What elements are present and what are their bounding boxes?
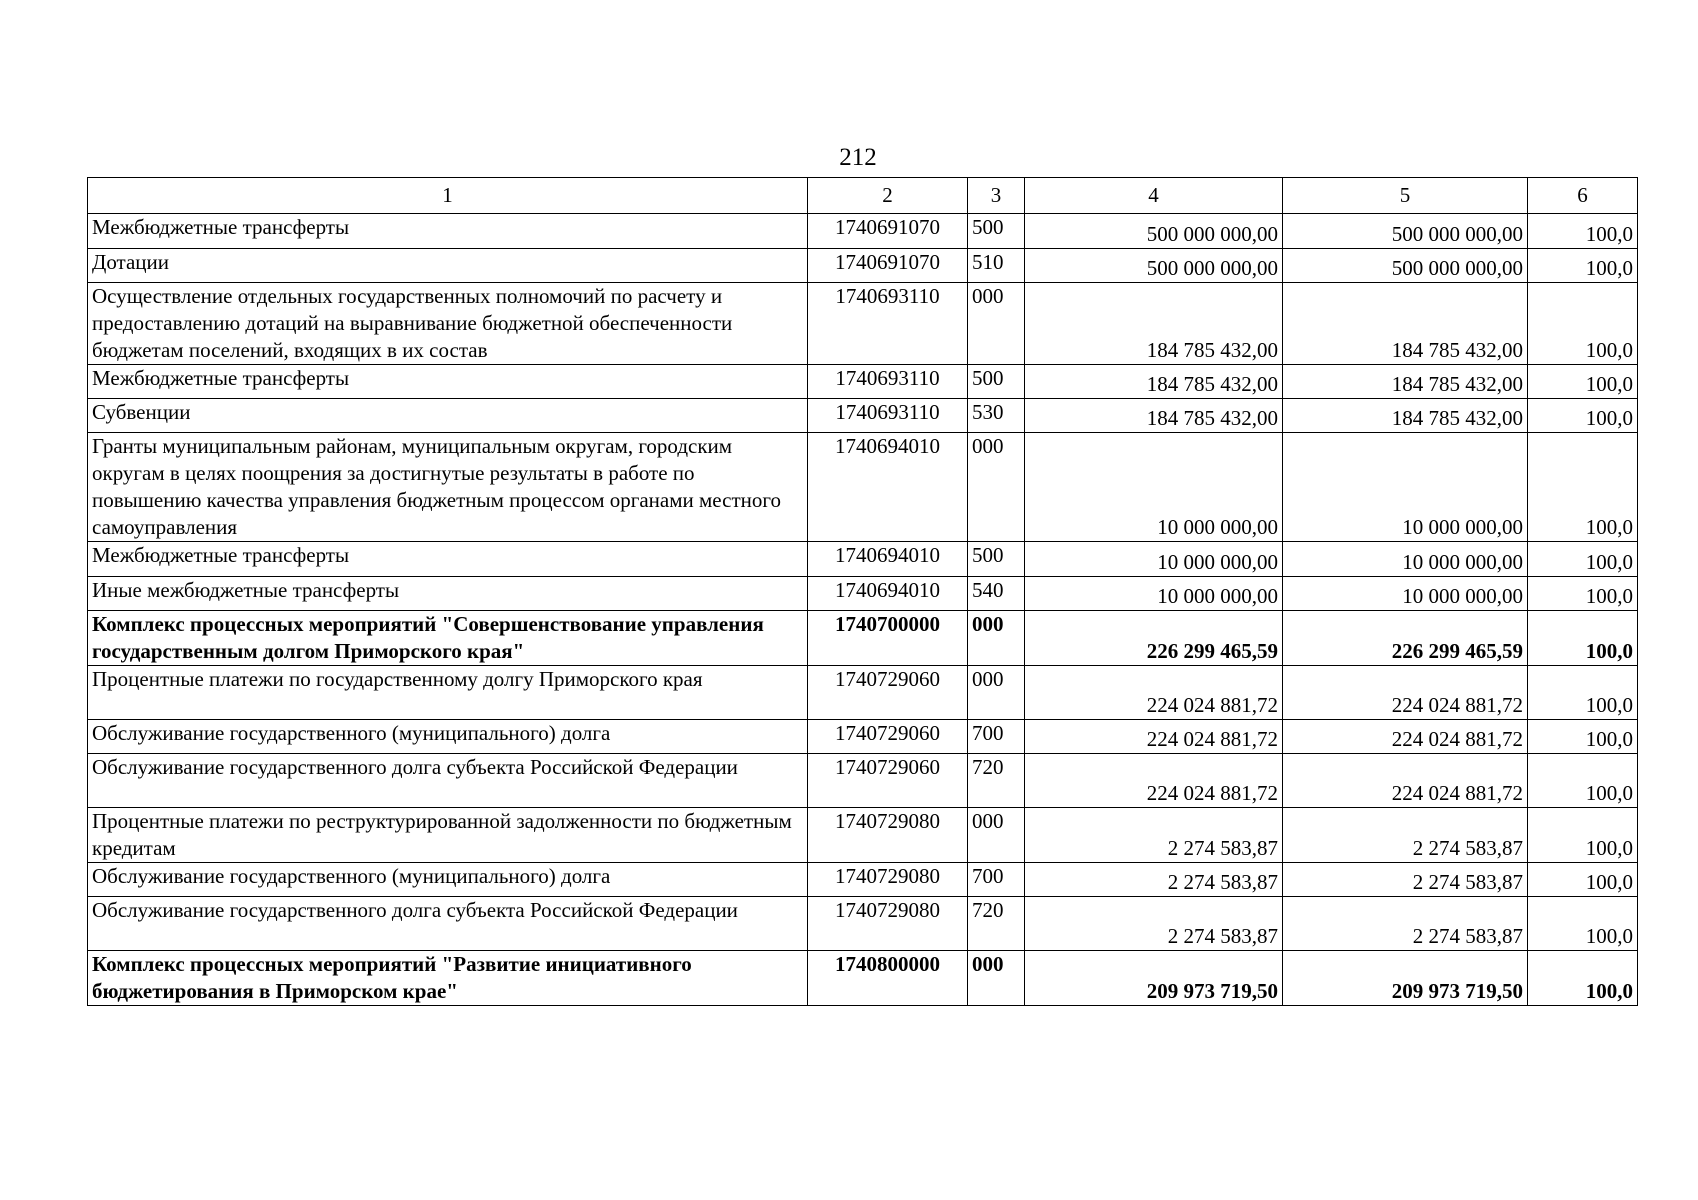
row-amount-col5-value: 184 785 432,00 — [1391, 372, 1523, 396]
row-code-cell: 1740693110 — [808, 283, 968, 365]
row-percent-cell — [1528, 399, 1638, 433]
row-amount-col5-value: 2 274 583,87 — [1412, 924, 1523, 948]
table-row — [88, 365, 1638, 399]
row-percent-cell — [1528, 897, 1638, 951]
row-percent-cell — [1528, 720, 1638, 754]
header-cell-2: 2 — [808, 178, 968, 214]
row-code-cell: 1740693110 — [808, 365, 968, 399]
row-percent-value: 100,0 — [1585, 256, 1633, 280]
table-row — [88, 399, 1638, 433]
row-code-cell: 1740729080 — [808, 863, 968, 897]
row-amount-col5-cell — [1283, 283, 1528, 365]
row-amount-col5-cell — [1283, 433, 1528, 542]
row-amount-col4-cell — [1025, 808, 1283, 863]
row-amount-col4-cell — [1025, 433, 1283, 542]
row-amount-col5-value: 226 299 465,59 — [1391, 639, 1523, 663]
row-code-cell: 1740729060 — [808, 754, 968, 808]
row-percent-value: 100,0 — [1585, 836, 1633, 860]
row-code-cell: 1740693110 — [808, 399, 968, 433]
row-percent-cell — [1528, 951, 1638, 1006]
row-amount-col5-value: 10 000 000,00 — [1402, 550, 1523, 574]
row-amount-col5-cell — [1283, 897, 1528, 951]
row-percent-value: 100,0 — [1585, 870, 1633, 894]
row-amount-col4-value: 10 000 000,00 — [1157, 515, 1278, 539]
row-code-cell: 1740694010 — [808, 433, 968, 542]
row-percent-value: 100,0 — [1585, 781, 1633, 805]
row-percent-cell — [1528, 542, 1638, 577]
row-percent-value: 100,0 — [1585, 924, 1633, 948]
row-amount-col4-value: 10 000 000,00 — [1157, 584, 1278, 608]
row-type-cell: 510 — [968, 249, 1025, 283]
table-row — [88, 577, 1638, 611]
row-amount-col4-value: 224 024 881,72 — [1146, 693, 1278, 717]
row-code-cell: 1740691070 — [808, 249, 968, 283]
row-name-cell: Субвенции — [88, 399, 808, 433]
row-amount-col4-value: 10 000 000,00 — [1157, 550, 1278, 574]
table-row — [88, 863, 1638, 897]
row-code-cell: 1740729060 — [808, 720, 968, 754]
row-type-cell: 720 — [968, 897, 1025, 951]
row-amount-col5-value: 209 973 719,50 — [1391, 979, 1523, 1003]
row-amount-col5-cell — [1283, 611, 1528, 666]
table-row — [88, 951, 1638, 1006]
table-row — [88, 897, 1638, 951]
table-row — [88, 720, 1638, 754]
row-percent-cell — [1528, 214, 1638, 249]
row-amount-col4-cell — [1025, 365, 1283, 399]
row-amount-col5-value: 500 000 000,00 — [1391, 222, 1523, 246]
row-amount-col4-cell — [1025, 863, 1283, 897]
row-code-cell: 1740691070 — [808, 214, 968, 249]
table-row — [88, 666, 1638, 720]
row-name-cell: Комплекс процессных мероприятий "Совершенствование управления государственным долгом Приморского края" — [88, 611, 808, 666]
row-type-cell: 530 — [968, 399, 1025, 433]
row-type-cell: 000 — [968, 611, 1025, 666]
row-name-cell: Обслуживание государственного (муниципального) долга — [88, 720, 808, 754]
row-amount-col5-value: 500 000 000,00 — [1391, 256, 1523, 280]
row-percent-cell — [1528, 754, 1638, 808]
row-percent-cell — [1528, 433, 1638, 542]
row-name-cell: Межбюджетные трансферты — [88, 365, 808, 399]
row-amount-col5-cell — [1283, 863, 1528, 897]
row-amount-col5-value: 224 024 881,72 — [1391, 781, 1523, 805]
row-name-cell: Гранты муниципальным районам, муниципальным округам, городским округам в целях поощрения за достигнутые результаты в работе по повышению качества управления бюджетным процессом органами местного самоуправления — [88, 433, 808, 542]
row-amount-col4-value: 2 274 583,87 — [1167, 836, 1278, 860]
row-amount-col4-cell — [1025, 754, 1283, 808]
row-amount-col4-cell — [1025, 720, 1283, 754]
row-amount-col5-value: 224 024 881,72 — [1391, 693, 1523, 717]
row-percent-cell — [1528, 666, 1638, 720]
row-amount-col4-value: 2 274 583,87 — [1167, 924, 1278, 948]
row-percent-value: 100,0 — [1585, 406, 1633, 430]
row-code-cell: 1740694010 — [808, 577, 968, 611]
table-body — [88, 178, 1638, 1006]
row-amount-col5-value: 184 785 432,00 — [1391, 406, 1523, 430]
row-percent-value: 100,0 — [1585, 979, 1633, 1003]
row-amount-col4-value: 500 000 000,00 — [1146, 222, 1278, 246]
header-cell-6: 6 — [1528, 178, 1638, 214]
row-code-cell: 1740729060 — [808, 666, 968, 720]
row-type-cell: 000 — [968, 951, 1025, 1006]
table-row — [88, 808, 1638, 863]
table-row — [88, 214, 1638, 249]
row-name-cell: Обслуживание государственного долга субъекта Российской Федерации — [88, 754, 808, 808]
row-type-cell: 000 — [968, 666, 1025, 720]
row-amount-col4-value: 184 785 432,00 — [1146, 372, 1278, 396]
row-code-cell: 1740729080 — [808, 897, 968, 951]
row-amount-col5-cell — [1283, 399, 1528, 433]
page-number: 212 — [839, 144, 877, 171]
row-amount-col4-value: 184 785 432,00 — [1146, 406, 1278, 430]
row-percent-value: 100,0 — [1585, 372, 1633, 396]
row-percent-value: 100,0 — [1585, 584, 1633, 608]
row-type-cell: 500 — [968, 365, 1025, 399]
row-amount-col4-cell — [1025, 399, 1283, 433]
row-percent-value: 100,0 — [1585, 338, 1633, 362]
row-amount-col5-cell — [1283, 249, 1528, 283]
row-amount-col5-cell — [1283, 577, 1528, 611]
row-percent-value: 100,0 — [1585, 693, 1633, 717]
row-amount-col5-value: 184 785 432,00 — [1391, 338, 1523, 362]
row-type-cell: 540 — [968, 577, 1025, 611]
row-percent-value: 100,0 — [1585, 550, 1633, 574]
row-percent-value: 100,0 — [1585, 222, 1633, 246]
table-row — [88, 283, 1638, 365]
row-name-cell: Иные межбюджетные трансферты — [88, 577, 808, 611]
table-row — [88, 249, 1638, 283]
row-amount-col5-cell — [1283, 214, 1528, 249]
row-code-cell: 1740729080 — [808, 808, 968, 863]
row-type-cell: 500 — [968, 214, 1025, 249]
row-amount-col4-cell — [1025, 577, 1283, 611]
row-amount-col5-cell — [1283, 666, 1528, 720]
row-name-cell: Процентные платежи по государственному долгу Приморского края — [88, 666, 808, 720]
row-amount-col5-value: 10 000 000,00 — [1402, 515, 1523, 539]
row-name-cell: Межбюджетные трансферты — [88, 542, 808, 577]
row-name-cell: Обслуживание государственного долга субъекта Российской Федерации — [88, 897, 808, 951]
row-percent-cell — [1528, 249, 1638, 283]
row-amount-col5-value: 2 274 583,87 — [1412, 836, 1523, 860]
row-name-cell: Дотации — [88, 249, 808, 283]
header-cell-1: 1 — [88, 178, 808, 214]
row-amount-col5-value: 224 024 881,72 — [1391, 727, 1523, 751]
row-amount-col5-cell — [1283, 720, 1528, 754]
row-amount-col4-value: 224 024 881,72 — [1146, 781, 1278, 805]
row-amount-col4-value: 224 024 881,72 — [1146, 727, 1278, 751]
row-name-cell: Межбюджетные трансферты — [88, 214, 808, 249]
table-row — [88, 611, 1638, 666]
row-code-cell: 1740800000 — [808, 951, 968, 1006]
row-amount-col5-cell — [1283, 542, 1528, 577]
row-percent-cell — [1528, 283, 1638, 365]
row-name-cell: Осуществление отдельных государственных полномочий по расчету и предоставлению дотаций на выравнивание бюджетной обеспеченности бюджетам поселений, входящих в их состав — [88, 283, 808, 365]
row-code-cell: 1740694010 — [808, 542, 968, 577]
header-cell-5: 5 — [1283, 178, 1528, 214]
row-amount-col4-cell — [1025, 897, 1283, 951]
row-amount-col4-cell — [1025, 249, 1283, 283]
row-amount-col4-value: 2 274 583,87 — [1167, 870, 1278, 894]
row-amount-col5-cell — [1283, 808, 1528, 863]
row-type-cell: 000 — [968, 283, 1025, 365]
row-code-cell: 1740700000 — [808, 611, 968, 666]
table-row — [88, 754, 1638, 808]
row-amount-col4-value: 226 299 465,59 — [1146, 639, 1278, 663]
row-amount-col4-cell — [1025, 951, 1283, 1006]
row-amount-col4-value: 184 785 432,00 — [1146, 338, 1278, 362]
row-amount-col4-cell — [1025, 611, 1283, 666]
row-type-cell: 500 — [968, 542, 1025, 577]
row-amount-col5-value: 10 000 000,00 — [1402, 584, 1523, 608]
header-cell-3: 3 — [968, 178, 1025, 214]
row-name-cell: Обслуживание государственного (муниципального) долга — [88, 863, 808, 897]
row-amount-col4-cell — [1025, 542, 1283, 577]
row-percent-cell — [1528, 577, 1638, 611]
row-type-cell: 700 — [968, 863, 1025, 897]
row-amount-col4-cell — [1025, 666, 1283, 720]
budget-table — [87, 177, 1638, 1006]
row-percent-cell — [1528, 611, 1638, 666]
row-type-cell: 720 — [968, 754, 1025, 808]
row-percent-value: 100,0 — [1585, 727, 1633, 751]
row-amount-col5-cell — [1283, 951, 1528, 1006]
table-row — [88, 542, 1638, 577]
row-percent-cell — [1528, 365, 1638, 399]
row-type-cell: 700 — [968, 720, 1025, 754]
row-percent-cell — [1528, 863, 1638, 897]
row-name-cell: Процентные платежи по реструктурированной задолженности по бюджетным кредитам — [88, 808, 808, 863]
row-amount-col4-value: 209 973 719,50 — [1146, 979, 1278, 1003]
row-type-cell: 000 — [968, 433, 1025, 542]
row-percent-value: 100,0 — [1585, 639, 1633, 663]
row-percent-cell — [1528, 808, 1638, 863]
row-percent-value: 100,0 — [1585, 515, 1633, 539]
row-amount-col5-cell — [1283, 754, 1528, 808]
row-amount-col4-cell — [1025, 214, 1283, 249]
row-amount-col5-value: 2 274 583,87 — [1412, 870, 1523, 894]
row-type-cell: 000 — [968, 808, 1025, 863]
row-amount-col4-value: 500 000 000,00 — [1146, 256, 1278, 280]
row-amount-col4-cell — [1025, 283, 1283, 365]
row-name-cell: Комплекс процессных мероприятий "Развитие инициативного бюджетирования в Приморском крае" — [88, 951, 808, 1006]
header-cell-4: 4 — [1025, 178, 1283, 214]
table-row — [88, 433, 1638, 542]
table-header-row — [88, 178, 1638, 214]
row-amount-col5-cell — [1283, 365, 1528, 399]
